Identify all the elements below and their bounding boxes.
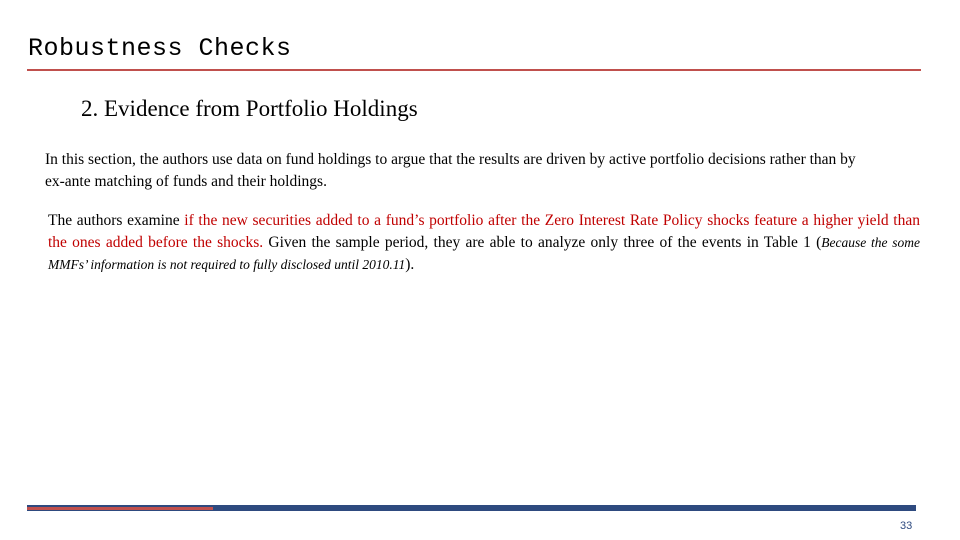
highlighted-text: if the new securities added to a fund’s portfolio after the Zero Interest Rate Policy shocks feature a higher yield than the ones added before the shocks.	[48, 212, 920, 251]
body-text-middle: Given the sample period, they are able to analyze only three of the events in Table 1 (	[263, 234, 822, 251]
body-paragraph	[48, 210, 920, 276]
body-text-start: The authors examine	[48, 212, 185, 229]
body-text-end: ).	[405, 256, 415, 273]
page-number: 33	[900, 520, 913, 532]
title-divider	[27, 69, 921, 71]
footer-accent	[27, 507, 213, 510]
slide-title: Robustness Checks	[28, 34, 292, 63]
intro-paragraph: In this section, the authors use data on fund holdings to argue that the results are driven by active portfolio decisions rather than by ex-ante matching of funds and their holdings.	[45, 151, 856, 190]
footnote-text: Because the some MMFs’ information is not required to fully disclosed until 2010.11	[48, 235, 920, 272]
section-heading: 2. Evidence from Portfolio Holdings	[81, 96, 418, 121]
